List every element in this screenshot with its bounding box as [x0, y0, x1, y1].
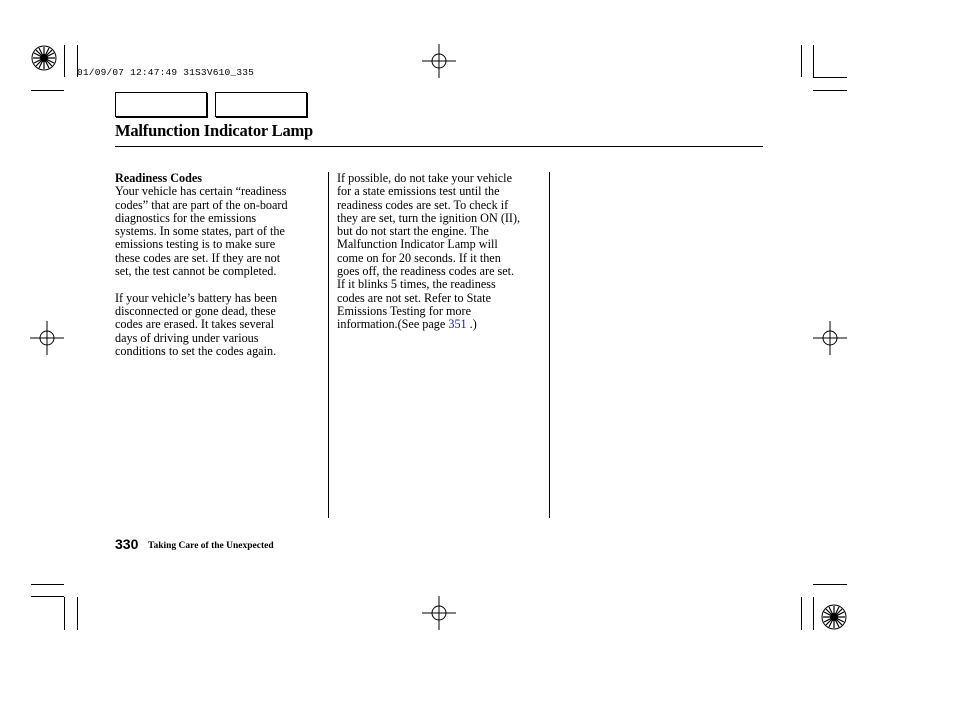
- text-line: these codes are set. If they are not: [115, 250, 281, 265]
- text-line: days of driving under various: [115, 330, 259, 345]
- registration-target-icon: [29, 43, 59, 73]
- text-line: for a state emissions test until the: [337, 184, 500, 199]
- crosshair-icon: [422, 596, 456, 630]
- page-reference-link[interactable]: 351: [448, 317, 467, 332]
- text-line: disconnected or gone dead, these: [115, 303, 276, 318]
- text-line: Emissions Testing for more: [337, 303, 471, 318]
- text-line: codes” that are part of the on-board: [115, 197, 288, 212]
- text-line: systems. In some states, part of the: [115, 224, 285, 239]
- crosshair-icon: [30, 321, 64, 355]
- title-rule: [115, 146, 763, 147]
- paragraph-2: [115, 292, 325, 358]
- text-line: Your vehicle has certain “readiness: [115, 184, 287, 199]
- text-line: come on for 20 seconds. If it then: [337, 250, 501, 265]
- text-line: If possible, do not take your vehicle: [337, 171, 512, 185]
- text-line: they are set, turn the ignition ON (II),: [337, 210, 521, 225]
- text-line: emissions testing is to make sure: [115, 237, 276, 252]
- paragraph-1: [115, 185, 325, 278]
- section-title: Malfunction Indicator Lamp: [115, 121, 314, 140]
- column-2: [337, 172, 547, 332]
- chapter-title: Taking Care of the Unexpected: [148, 541, 274, 551]
- text-fragment: information.(See page: [337, 317, 449, 332]
- text-line: If it blinks 5 times, the readiness: [337, 277, 496, 292]
- text-line-with-page-ref: [337, 318, 547, 331]
- text-line: diagnostics for the emissions: [115, 210, 257, 225]
- text-line: codes are erased. It takes several: [115, 317, 275, 332]
- text-line: codes are not set. Refer to State: [337, 290, 491, 305]
- nav-box-right[interactable]: [215, 92, 307, 117]
- page-number: 330: [115, 536, 139, 552]
- text-line: goes off, the readiness codes are set.: [337, 264, 515, 279]
- column-1: [115, 172, 325, 358]
- text-fragment: .): [466, 317, 477, 332]
- text-line: Malfunction Indicator Lamp will: [337, 237, 498, 252]
- column-divider: [549, 172, 550, 518]
- print-timestamp: 01/09/07 12:47:49 31S3V610_335: [77, 67, 255, 78]
- nav-box-left[interactable]: [115, 92, 207, 117]
- readiness-codes-heading: Readiness Codes: [115, 171, 203, 185]
- column-divider: [328, 172, 329, 518]
- crosshair-icon: [813, 321, 847, 355]
- text-line: conditions to set the codes again.: [115, 343, 277, 358]
- text-line: set, the test cannot be completed.: [115, 264, 277, 279]
- text-line: readiness codes are set. To check if: [337, 197, 509, 212]
- registration-target-icon: [819, 602, 849, 632]
- text-line: If your vehicle’s battery has been: [115, 290, 278, 305]
- crosshair-icon: [422, 44, 456, 78]
- text-line: but do not start the engine. The: [337, 224, 489, 239]
